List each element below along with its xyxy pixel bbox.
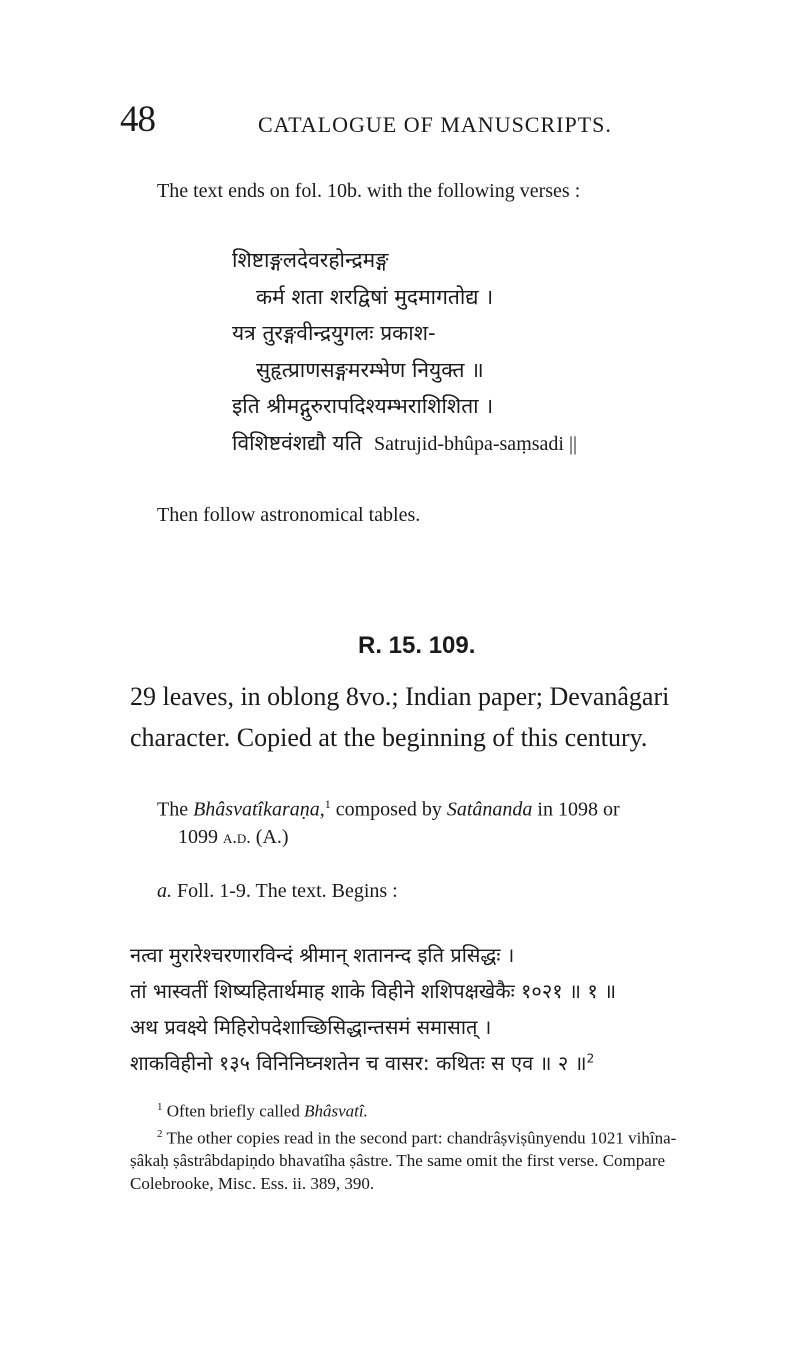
- work-suffix: in 1098 or: [537, 798, 620, 821]
- then-follow-line: Then follow astronomical tables.: [157, 504, 421, 526]
- description-line-1: 29 leaves, in oblong 8vo.; Indian paper; Devanâgari: [130, 682, 670, 711]
- page-number: 48: [120, 99, 155, 140]
- work-middle: composed by: [335, 798, 442, 821]
- footnote-2-mark: 2: [157, 1128, 163, 1140]
- verse1-line-1: शिष्टाङ्गलदेवरहोन्द्रमङ्ग: [232, 248, 389, 272]
- foll-text: Foll. 1-9. The text. Begins :: [177, 880, 398, 902]
- description-line-2: character. Copied at the beginning of this century.: [130, 723, 648, 752]
- verse2-footnote-mark: 2: [586, 1051, 595, 1066]
- verse2-line-4-text: शाकविहीनो १३५ विनिनिघ्नशतेन च वासर: कथितः स एव ॥ २ ॥: [130, 1051, 587, 1075]
- footnote-2-text-1: The other copies read in the second part: chandrâṣviṣûnyendu 1021 vihîna-: [166, 1128, 677, 1148]
- work-title: Bhâsvatîkaraṇa,: [193, 798, 325, 821]
- footnote-1-mark: 1: [157, 1101, 163, 1113]
- work-prefix: The: [157, 798, 189, 821]
- verse1-line-6: [232, 429, 577, 457]
- footnote-1-italic: Bhâsvatî.: [304, 1101, 368, 1121]
- work-author: Satânanda: [446, 798, 533, 821]
- foll-line: [157, 880, 398, 903]
- verse1-line-6-devanagari: विशिष्टवंशद्यौ यति: [232, 431, 362, 455]
- verse1-line-6-roman: Satrujid-bhûpa-saṃsadi ||: [374, 433, 577, 455]
- footnote-1: [157, 1101, 368, 1122]
- verse1-line-2: कर्म शता शरद्विषां मुदमागतोद्य ।: [256, 285, 494, 309]
- work-line-1: [157, 797, 620, 822]
- footnote-2-line-3: Colebrooke, Misc. Ess. ii. 389, 390.: [130, 1174, 375, 1193]
- intro-line: The text ends on fol. 10b. with the following verses :: [157, 180, 581, 202]
- footnote-2-line-2: ṣâkaḥ ṣâstrâbdapiṇdo bhavatîha ṣâstre. The same omit the first verse. Compare: [130, 1151, 666, 1170]
- work-footnote-mark: 1: [324, 797, 331, 811]
- verse2-line-1: नत्वा मुरारेश्चरणारविन्दं श्रीमान् शतानन्द इति प्रसिद्धः ।: [130, 943, 515, 967]
- verse1-line-5: इति श्रीमद्गुरुरापदिश्यम्भराशिशिता ।: [232, 394, 494, 418]
- shelfmark-heading: R. 15. 109.: [358, 632, 476, 659]
- footnote-1-text: Often briefly called: [166, 1101, 305, 1121]
- verse2-line-4: [130, 1049, 594, 1076]
- foll-label: a.: [157, 880, 172, 902]
- work-siglum: (A.): [255, 826, 289, 848]
- work-year: 1099: [178, 826, 218, 848]
- verse2-line-3: अथ प्रवक्ष्ये मिहिरोपदेशाच्छिसिद्धान्तसमं समासात् ।: [130, 1015, 492, 1039]
- work-era: a.d.: [223, 827, 251, 847]
- verse1-line-4: सुहृत्प्राणसङ्गमरम्भेण नियुक्त ॥: [256, 358, 484, 382]
- work-line-2: [178, 826, 289, 849]
- verse1-line-3: यत्र तुरङ्गवीन्द्रयुगलः प्रकाश-: [232, 321, 436, 345]
- footnote-2-line-1: [157, 1128, 676, 1149]
- verse2-line-2: तां भास्वतीं शिष्यहितार्थमाह शाके विहीने शशिपक्षखेकैः १०२१ ॥ १ ॥: [130, 979, 617, 1003]
- running-title: CATALOGUE OF MANUSCRIPTS.: [258, 112, 612, 137]
